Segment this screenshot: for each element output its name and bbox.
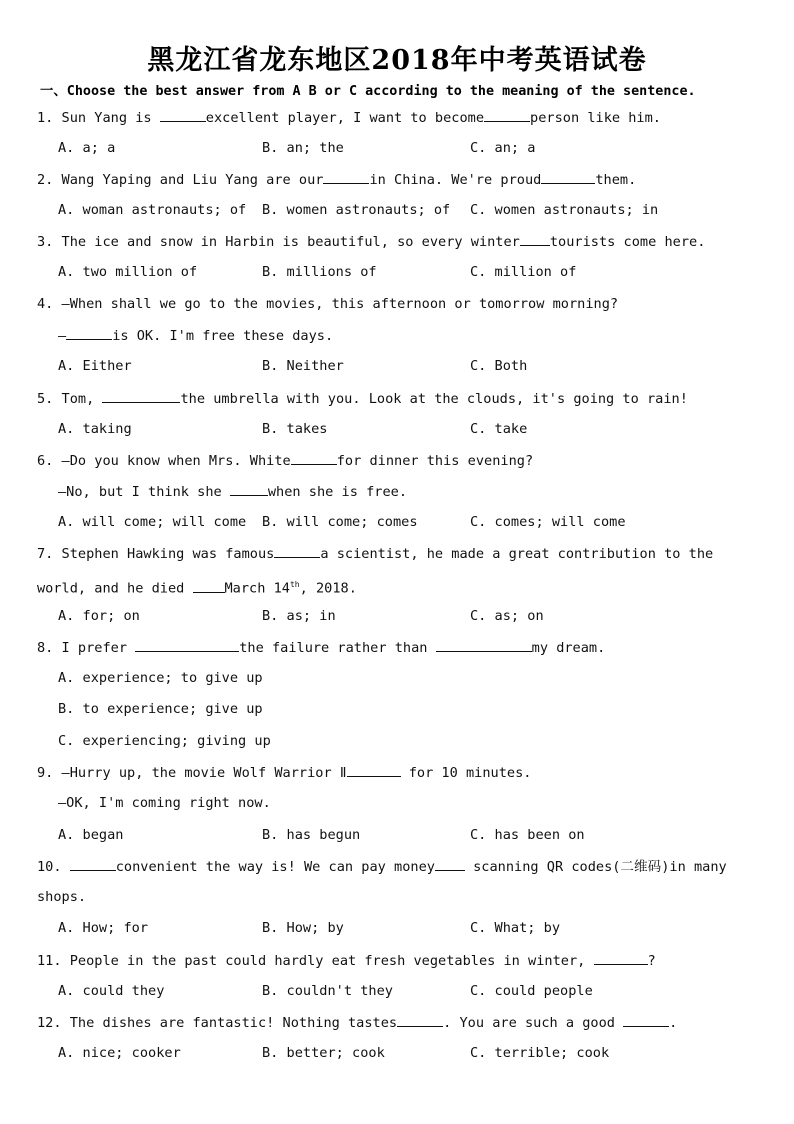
q12-text: . You are such a good xyxy=(443,1015,624,1031)
exam-title: 黑龙江省龙东地区2018年中考英语试卷 xyxy=(147,45,647,76)
option-b[interactable]: B. couldn't they xyxy=(262,983,393,999)
option-a[interactable]: A. a; a xyxy=(58,140,116,156)
answer-blank[interactable] xyxy=(274,543,320,558)
q7-text: March 14 xyxy=(224,580,290,597)
question-12 xyxy=(37,1012,677,1033)
answer-blank[interactable] xyxy=(66,325,112,340)
question-7-cont xyxy=(37,575,357,599)
question-9 xyxy=(37,762,531,783)
option-c[interactable]: C. comes; will come xyxy=(470,514,626,530)
option-a[interactable]: A. will come; will come xyxy=(58,514,247,530)
q10-text: scanning QR codes(二维码)in many xyxy=(464,859,727,875)
answer-blank[interactable] xyxy=(135,637,239,652)
q5-text: the umbrella with you. Look at the clouds, it's going to rain! xyxy=(180,391,688,407)
q3-text: 3. The ice and snow in Harbin is beautiful, so every winter xyxy=(37,234,520,250)
answer-blank[interactable] xyxy=(520,231,550,246)
answer-blank[interactable] xyxy=(291,450,337,465)
section-instruction: 一、Choose the best answer from A B or C according to the meaning of the sentence. xyxy=(40,84,696,99)
option-b[interactable]: B. an; the xyxy=(262,140,344,156)
option-a[interactable]: A. for; on xyxy=(58,608,140,624)
answer-blank[interactable] xyxy=(594,950,648,965)
option-a[interactable]: A. nice; cooker xyxy=(58,1045,181,1061)
q8-text: my dream. xyxy=(531,640,606,656)
answer-blank[interactable] xyxy=(70,856,116,871)
answer-blank[interactable] xyxy=(397,1012,443,1027)
answer-blank[interactable] xyxy=(230,481,268,496)
q4-text: 4. —When shall we go to the movies, this afternoon or tomorrow morning? xyxy=(37,296,619,312)
question-4 xyxy=(37,294,618,314)
option-b[interactable]: B. millions of xyxy=(262,264,377,280)
option-b[interactable]: B. to experience; give up xyxy=(58,701,263,717)
question-11 xyxy=(37,950,656,971)
answer-blank[interactable] xyxy=(160,107,206,122)
q2-text: in China. We're proud xyxy=(369,172,542,188)
option-c[interactable]: C. million of xyxy=(470,264,577,280)
q6-text: —No, but I think she xyxy=(58,484,230,500)
q12-text: 12. The dishes are fantastic! Nothing tastes xyxy=(37,1015,398,1031)
q10-text: 10. xyxy=(37,859,70,875)
q6-text: for dinner this evening? xyxy=(336,453,534,469)
question-1 xyxy=(37,107,661,128)
q6-text: when she is free. xyxy=(267,484,408,500)
q1-text: 1. Sun Yang is xyxy=(37,110,160,126)
option-c[interactable]: C. Both xyxy=(470,358,528,374)
q7-text: , 2018. xyxy=(299,580,357,597)
answer-blank[interactable] xyxy=(323,169,369,184)
option-c[interactable]: C. has been on xyxy=(470,827,585,843)
question-9-reply: —OK, I'm coming right now. xyxy=(58,795,271,811)
question-3 xyxy=(37,231,705,252)
option-c[interactable]: C. could people xyxy=(470,983,593,999)
option-b[interactable]: B. will come; comes xyxy=(262,514,418,530)
option-c[interactable]: C. terrible; cook xyxy=(470,1045,610,1061)
option-c[interactable]: C. What; by xyxy=(470,920,561,936)
question-10-cont: shops. xyxy=(37,889,87,905)
option-b[interactable]: B. has begun xyxy=(262,827,361,843)
option-b[interactable]: B. better; cook xyxy=(262,1045,385,1061)
q9-text: 9. —Hurry up, the movie Wolf Warrior Ⅱ xyxy=(37,765,347,781)
question-6-reply xyxy=(58,481,407,502)
question-6 xyxy=(37,450,533,471)
option-b[interactable]: B. How; by xyxy=(262,920,344,936)
option-b[interactable]: B. women astronauts; of xyxy=(262,202,451,218)
q4-text: is OK. I'm free these days. xyxy=(112,328,334,344)
question-5 xyxy=(37,388,688,409)
q9-text: for 10 minutes. xyxy=(400,765,532,781)
q7-text: world, and he died xyxy=(37,580,193,597)
option-a[interactable]: A. began xyxy=(58,827,124,843)
question-10 xyxy=(37,856,727,877)
q1-text: person like him. xyxy=(530,110,661,126)
q3-text: tourists come here. xyxy=(549,234,706,250)
option-b[interactable]: B. takes xyxy=(262,421,328,437)
option-c[interactable]: C. experiencing; giving up xyxy=(58,733,271,749)
option-c[interactable]: C. women astronauts; in xyxy=(470,202,659,218)
option-a[interactable]: A. taking xyxy=(58,421,132,437)
answer-blank[interactable] xyxy=(435,856,465,871)
option-c[interactable]: C. take xyxy=(470,421,528,437)
q8-text: the failure rather than xyxy=(239,640,436,656)
q12-text: . xyxy=(669,1015,678,1031)
answer-blank[interactable] xyxy=(541,169,595,184)
q11-text: ? xyxy=(647,953,656,969)
question-8 xyxy=(37,637,605,658)
q7-superscript: th xyxy=(289,580,300,589)
option-a[interactable]: A. Either xyxy=(58,358,132,374)
q7-text: 7. Stephen Hawking was famous xyxy=(37,546,275,562)
option-a[interactable]: A. two million of xyxy=(58,264,198,280)
option-a[interactable]: A. could they xyxy=(58,983,165,999)
answer-blank[interactable] xyxy=(623,1012,669,1027)
q11-text: 11. People in the past could hardly eat fresh vegetables in winter, xyxy=(37,953,594,969)
option-a[interactable]: A. How; for xyxy=(58,920,149,936)
answer-blank[interactable] xyxy=(102,388,180,403)
option-c[interactable]: C. as; on xyxy=(470,608,544,624)
answer-blank[interactable] xyxy=(347,762,401,777)
q7-text: a scientist, he made a great contribution to the xyxy=(320,546,714,562)
q10-text: convenient the way is! We can pay money xyxy=(115,859,435,875)
question-4-reply xyxy=(58,325,333,346)
option-b[interactable]: B. Neither xyxy=(262,358,344,374)
q2-text: 2. Wang Yaping and Liu Yang are our xyxy=(37,172,324,188)
answer-blank[interactable] xyxy=(484,107,530,122)
option-a[interactable]: A. experience; to give up xyxy=(58,670,263,686)
option-a[interactable]: A. woman astronauts; of xyxy=(58,202,247,218)
q1-text: excellent player, I want to become xyxy=(205,110,485,126)
option-b[interactable]: B. as; in xyxy=(262,608,336,624)
q4-text: — xyxy=(58,328,67,344)
q2-text: them. xyxy=(595,172,637,188)
question-2 xyxy=(37,169,636,190)
answer-blank[interactable] xyxy=(193,578,225,593)
q5-text: 5. Tom, xyxy=(37,391,103,407)
answer-blank[interactable] xyxy=(436,637,532,652)
option-c[interactable]: C. an; a xyxy=(470,140,536,156)
question-7 xyxy=(37,543,713,564)
q6-text: 6. —Do you know when Mrs. White xyxy=(37,453,291,469)
q8-text: 8. I prefer xyxy=(37,640,136,656)
